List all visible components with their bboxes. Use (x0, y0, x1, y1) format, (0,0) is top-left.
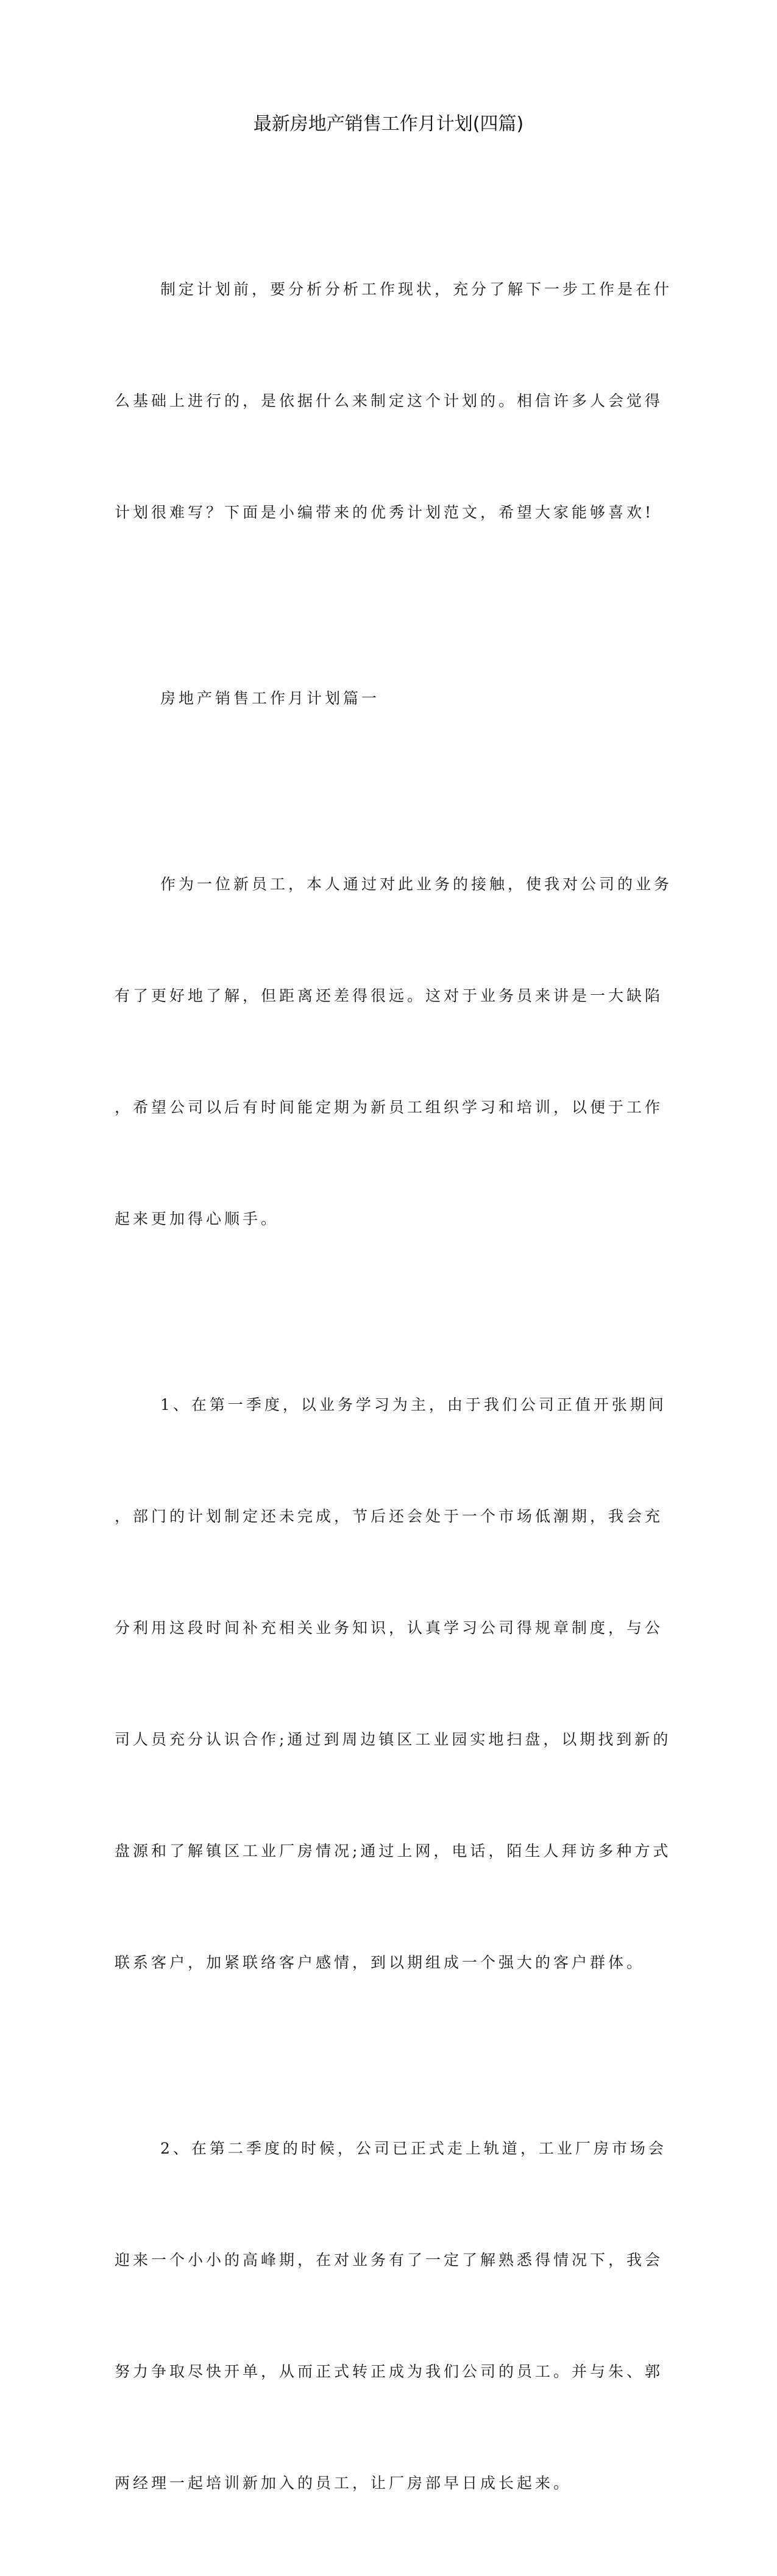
text-line: 司人员充分认识合作;通过到周边镇区工业园实地扫盘，以期找到新的 (115, 1731, 672, 1748)
text-line: ，部门的计划制定还未完成，节后还会处于一个市场低潮期，我会充 (115, 1507, 664, 1525)
paragraph-intro (115, 196, 673, 605)
paragraph-new-employee (115, 791, 673, 1312)
text-line: 联系客户，加紧联络客户感情，到以期组成一个强大的客户群体。 (115, 1954, 645, 1971)
section-heading (115, 605, 652, 791)
text-line: 迎来一个小小的高峰期，在对业务有了一定了解熟悉得情况下，我会 (115, 2251, 664, 2269)
text-line: ，希望公司以后有时间能定期为新员工组织学习和培训，以便于工作 (115, 1098, 664, 1116)
text-line: 盘源和了解镇区工业厂房情况;通过上网，电话，陌生人拜访多种方式 (115, 1842, 672, 1860)
text-line: 么基础上进行的，是依据什么来制定这个计划的。相信许多人会觉得 (115, 392, 664, 410)
text-line: 分利用这段时间补充相关业务知识，认真学习公司得规章制度，与公 (115, 1619, 664, 1637)
text-line: 两经理一起培训新加入的员工，让厂房部早日成长起来。 (115, 2474, 572, 2492)
text-line: 有了更好地了解，但距离还差得很远。这对于业务员来讲是一大缺陷 (115, 987, 664, 1005)
text-line: 作为一位新员工，本人通过对此业务的接触，使我对公司的业务 (160, 875, 673, 893)
text-line: 制定计划前，要分析分析工作现状，充分了解下一步工作是在什 (160, 280, 673, 298)
text-line: 努力争取尽快开单，从而正式转正成为我们公司的员工。并与朱、郭 (115, 2363, 664, 2380)
section-heading-text: 房地产销售工作月计划篇一 (160, 689, 380, 707)
text-line: 1、在第一季度，以业务学习为主，由于我们公司正值开张期间 (160, 1396, 667, 1414)
text-line: 起来更加得心顺手。 (115, 1210, 280, 1228)
document-body (115, 196, 673, 2576)
paragraph-second-quarter (115, 2055, 667, 2576)
text-line: 2、在第二季度的时候，公司已正式走上轨道，工业厂房市场会 (160, 2140, 667, 2157)
document-title: 最新房地产销售工作月计划(四篇) (253, 113, 524, 135)
text-line: 计划很难写？下面是小编带来的优秀计划范文，希望大家能够喜欢! (115, 503, 655, 521)
paragraph-first-quarter (115, 1312, 672, 2055)
